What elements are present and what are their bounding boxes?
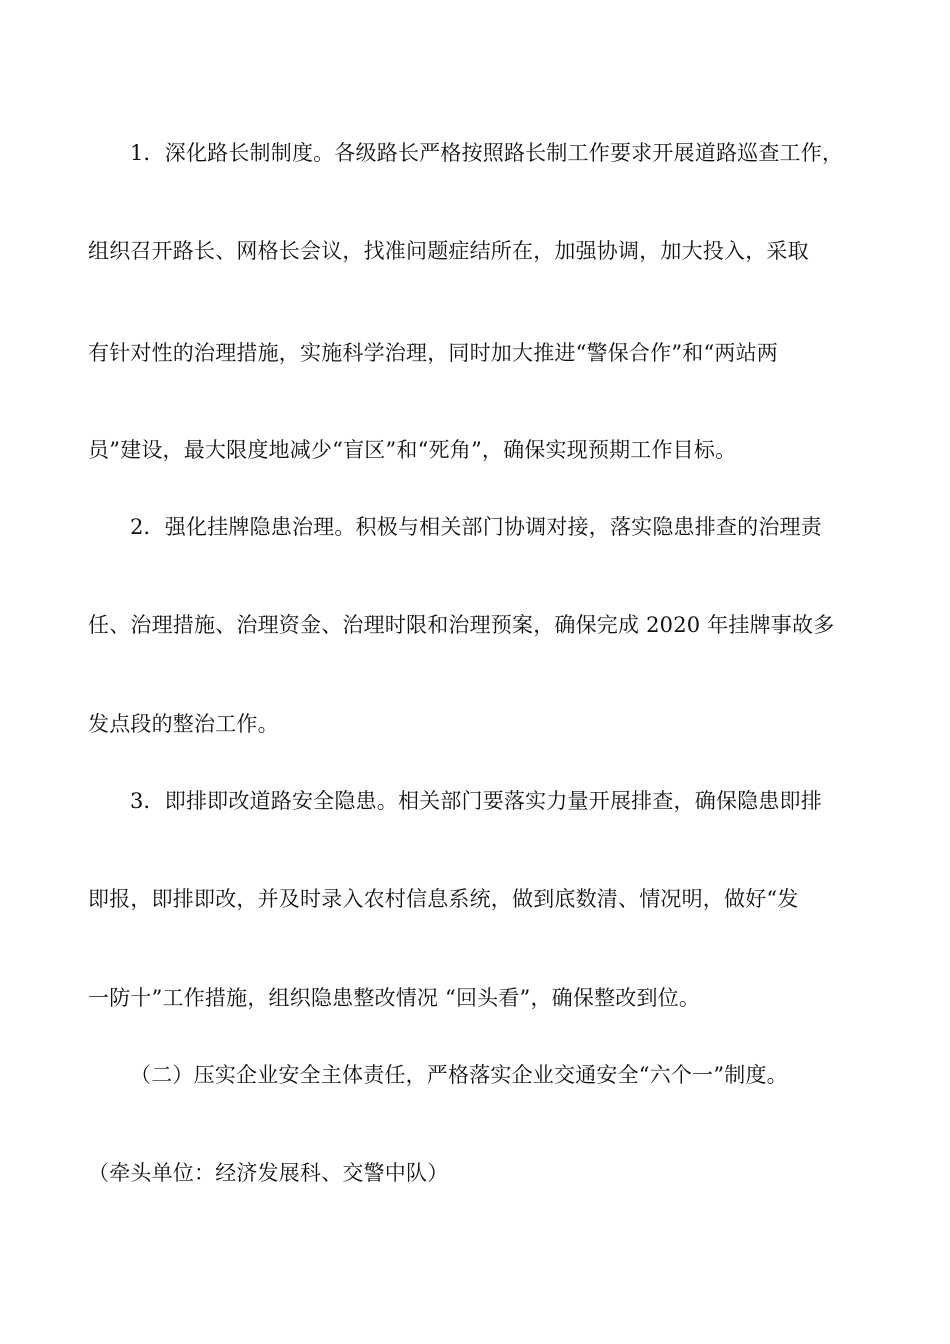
paragraph-1-line-4: 员”建设，最大限度地减少“盲区”和“死角”，确保实现预期工作目标。 [88,438,737,462]
paragraph-3-line-1: 3．即排即改道路安全隐患。相关部门要落实力量开展排查，确保隐患即排 [130,789,822,813]
paragraph-1-line-3: 有针对性的治理措施，实施科学治理，同时加大推进“警保合作”和“两站两 [88,341,779,365]
paragraph-3-line-2: 即报，即排即改，并及时录入农村信息系统，做到底数清、情况明，做好“发 [88,887,799,911]
section-heading-line-2: （牵头单位：经济发展科、交警中队） [88,1161,449,1185]
paragraph-2-line-3: 发点段的整治工作。 [88,712,279,736]
paragraph-1-line-2: 组织召开路长、网格长会议，找准问题症结所在，加强协调，加大投入，采取 [88,239,809,263]
paragraph-3-line-3: 一防十”工作措施，组织隐患整改情况 “回头看”，确保整改到位。 [88,986,701,1010]
paragraph-2-line-2: 任、治理措施、治理资金、治理时限和治理预案，确保完成 2020 年挂牌事故多 [88,613,835,637]
section-heading-line-1: （二）压实企业安全主体责任，严格落实企业交通安全“六个一”制度。 [130,1063,788,1087]
paragraph-1-line-1: 1．深化路长制制度。各级路长严格按照路长制工作要求开展道路巡查工作， [130,141,844,165]
paragraph-2-line-1: 2．强化挂牌隐患治理。积极与相关部门协调对接，落实隐患排查的治理责 [130,515,822,539]
